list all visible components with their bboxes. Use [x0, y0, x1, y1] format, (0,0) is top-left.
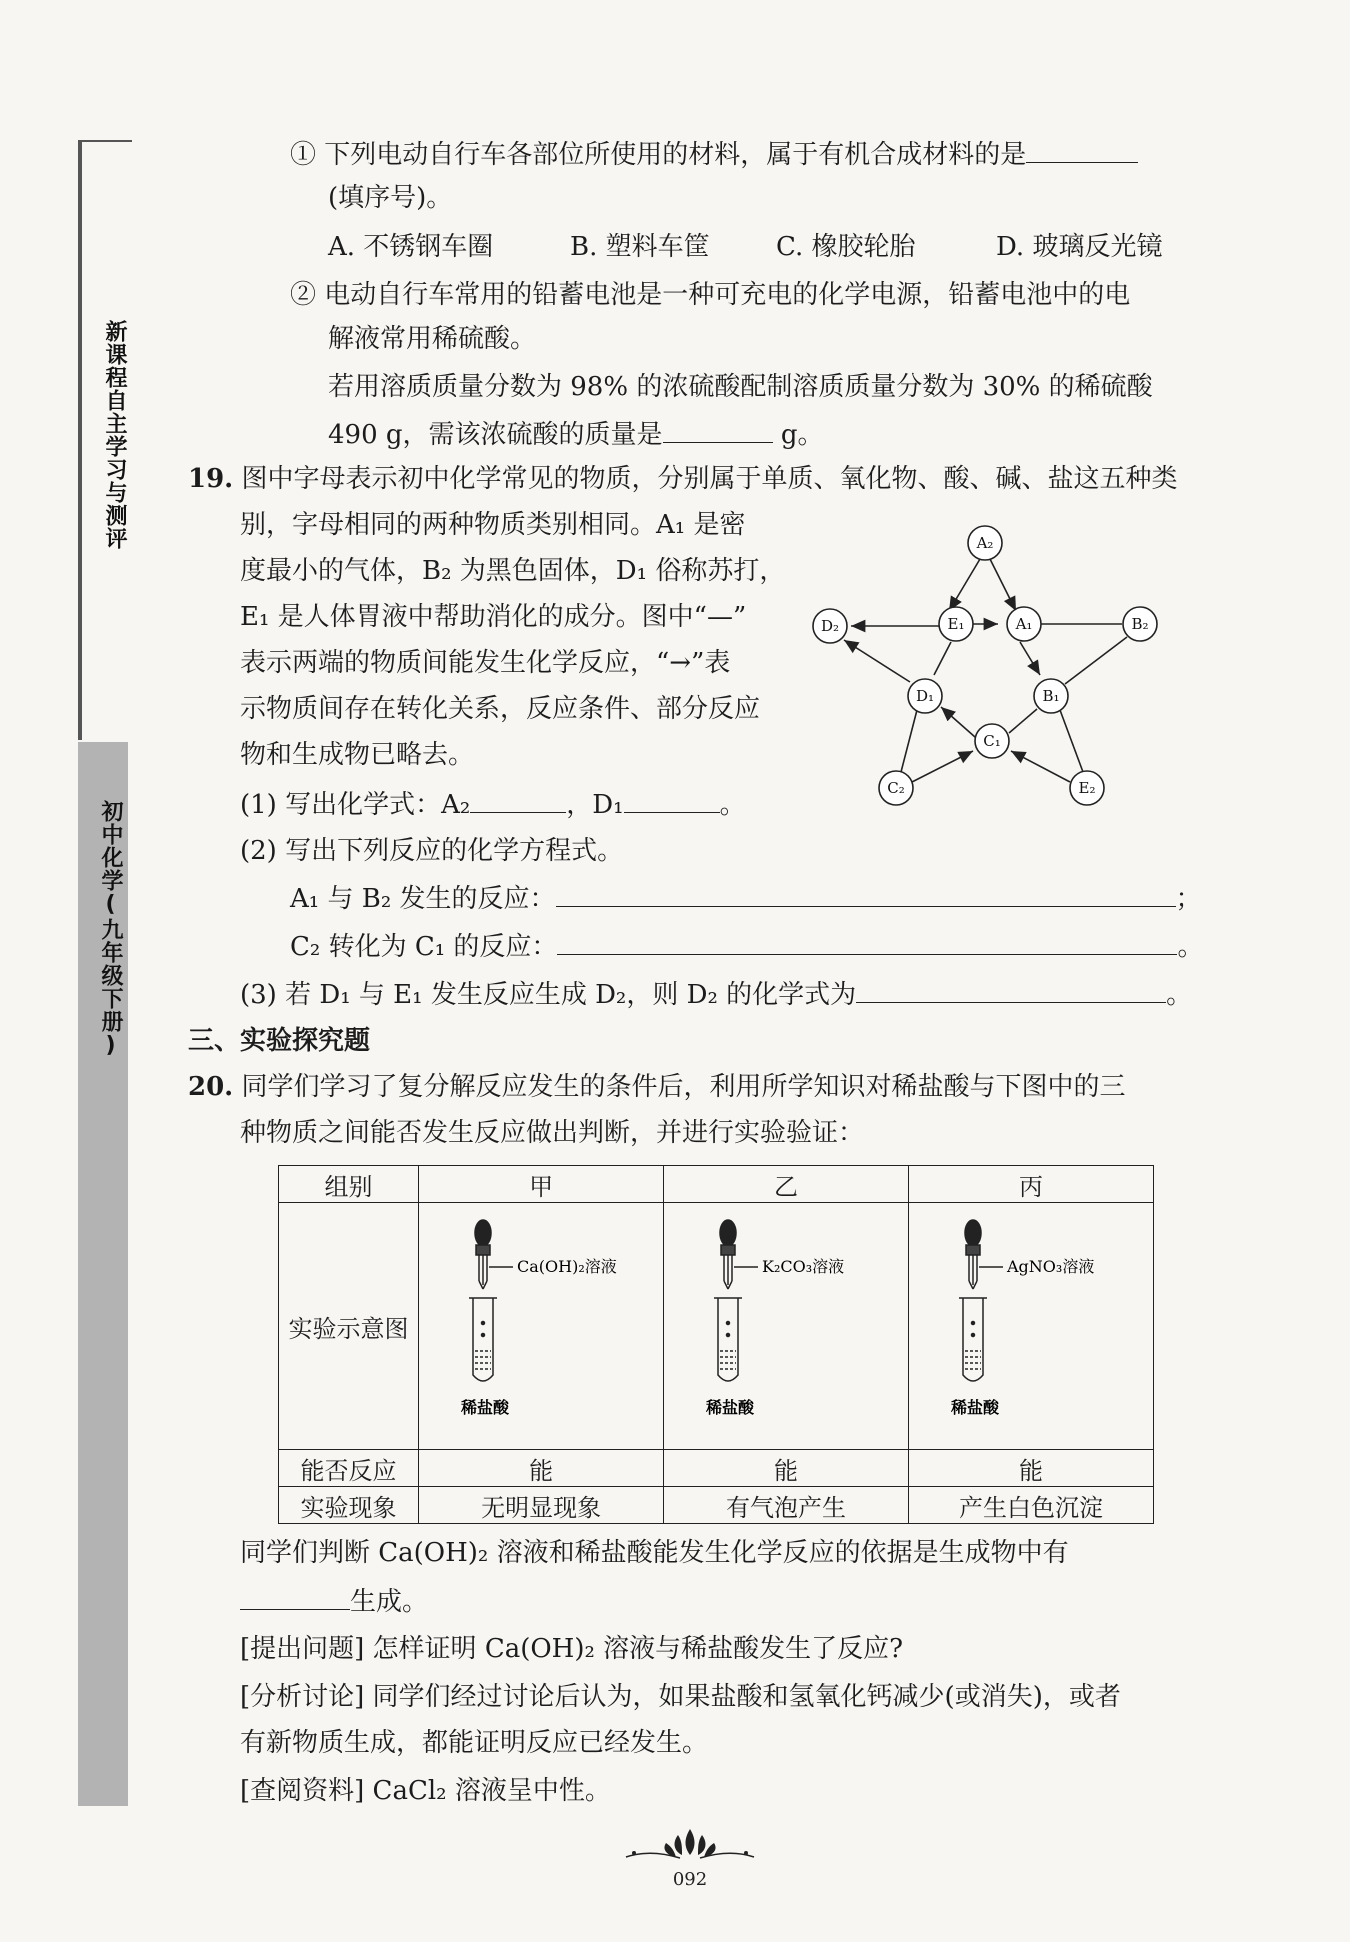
q19-stem-line3: 度最小的气体，B₂ 为黑色固体，D₁ 俗称苏打， — [240, 556, 786, 586]
q18-option-a: A. 不锈钢车圈 — [328, 232, 494, 262]
q20-stem-line1: 20. 同学们学习了复分解反应发生的条件后，利用所学知识对稀盐酸与下图中的三 — [188, 1072, 1126, 1102]
q18-part1-cont: (填序号)。 — [328, 183, 453, 213]
answer-blank[interactable] — [557, 928, 1177, 955]
answer-blank[interactable] — [470, 786, 566, 813]
table-cell: 能 — [664, 1450, 909, 1487]
answer-blank[interactable] — [663, 416, 773, 443]
table-cell: 有气泡产生 — [664, 1487, 909, 1524]
experiment-table — [278, 1165, 1154, 1524]
q19-stem-line2: 别，字母相同的两种物质类别相同。A₁ 是密 — [240, 510, 746, 540]
node-B2-label: B₂ — [1131, 615, 1149, 633]
q19-stem-line4: E₁ 是人体胃液中帮助消化的成分。图中“—” — [240, 602, 747, 632]
q20-stem-line2: 种物质之间能否发生反应做出判断，并进行实验验证： — [240, 1118, 865, 1148]
table-react-row — [279, 1450, 1154, 1487]
node-C2-label: C₂ — [887, 779, 905, 797]
q19-sub3: (3) 若 D₁ 与 E₁ 发生反应生成 D₂，则 D₂ 的化学式为 。 — [240, 976, 1192, 1012]
tube-label: 稀盐酸 — [951, 1398, 1000, 1417]
q19-sub2a: A₁ 与 B₂ 发生的反应： ； — [290, 880, 1202, 916]
reagent-label: Ca(OH)₂溶液 — [517, 1257, 617, 1276]
tube-label: 稀盐酸 — [706, 1398, 755, 1417]
table-diagram-row — [279, 1203, 1154, 1450]
q19-sub2b: C₂ 转化为 C₁ 的反应： 。 — [290, 928, 1203, 964]
tube-label: 稀盐酸 — [461, 1398, 510, 1417]
row-label: 实验现象 — [279, 1487, 419, 1524]
q19-stem-line6: 示物质间存在转化关系，反应条件、部分反应 — [240, 694, 761, 724]
table-cell: 能 — [419, 1450, 664, 1487]
table-cell: 能 — [909, 1450, 1154, 1487]
table-header-row — [279, 1166, 1154, 1203]
experiment-diagram-yi — [664, 1203, 909, 1450]
node-D1-label: D₁ — [915, 687, 935, 705]
question-number: 19. — [188, 464, 234, 494]
q18-part3-cont: 490 g，需该浓硫酸的质量是 g。 — [328, 416, 823, 452]
q18-part1: ① 下列电动自行车各部位所使用的材料，属于有机合成材料的是 — [290, 136, 1138, 172]
table-cell: 无明显现象 — [419, 1487, 664, 1524]
experiment-diagram-jia — [419, 1203, 664, 1450]
node-C1-label: C₁ — [983, 732, 1001, 750]
answer-blank[interactable] — [856, 976, 1166, 1003]
sidebar-bottom — [78, 742, 128, 1806]
header-cell: 乙 — [664, 1166, 909, 1203]
table-cell: 产生白色沉淀 — [909, 1487, 1154, 1524]
node-E2-label: E₂ — [1078, 779, 1096, 797]
page-footer — [620, 1825, 760, 1890]
row-label: 能否反应 — [279, 1450, 419, 1487]
reagent-label: AgNO₃溶液 — [1007, 1257, 1095, 1276]
q18-option-d: D. 玻璃反光镜 — [996, 232, 1163, 262]
node-A1-label: A₁ — [1015, 615, 1033, 633]
reagent-label: K₂CO₃溶液 — [762, 1257, 845, 1276]
sidebar-top — [78, 140, 132, 740]
question-number: 20. — [188, 1072, 234, 1102]
q20-discussion-cont: 有新物质生成，都能证明反应已经发生。 — [240, 1728, 709, 1758]
header-cell: 甲 — [419, 1166, 664, 1203]
answer-blank[interactable] — [556, 880, 1176, 907]
sidebar-book-title: 新课程自主学习与测评 — [102, 320, 127, 550]
node-A2-label: A₂ — [976, 534, 994, 552]
answer-blank[interactable] — [624, 786, 720, 813]
q18-part3: 若用溶质质量分数为 98% 的浓硫酸配制溶质质量分数为 30% 的稀硫酸 — [328, 372, 1153, 402]
header-cell: 丙 — [909, 1166, 1154, 1203]
node-D2-label: D₂ — [820, 617, 840, 635]
section-heading: 三、实验探究题 — [188, 1026, 371, 1056]
q19-stem-line5: 表示两端的物质间能发生化学反应，“→”表 — [240, 648, 731, 678]
answer-blank[interactable] — [240, 1583, 350, 1610]
q20-question: [提出问题] 怎样证明 Ca(OH)₂ 溶液与稀盐酸发生了反应? — [240, 1634, 904, 1664]
page-number: 092 — [672, 1869, 708, 1890]
q20-discussion: [分析讨论] 同学们经过讨论后认为，如果盐酸和氢氧化钙减少(或消失)，或者 — [240, 1682, 1121, 1712]
q20-reference: [查阅资料] CaCl₂ 溶液呈中性。 — [240, 1776, 611, 1806]
q18-part2: ② 电动自行车常用的铅蓄电池是一种可充电的化学电源，铅蓄电池中的电 — [290, 280, 1131, 310]
q19-stem-line1: 19. 图中字母表示初中化学常见的物质，分别属于单质、氧化物、酸、碱、盐这五种类 — [188, 464, 1178, 494]
answer-blank[interactable] — [1026, 136, 1138, 163]
row-label: 实验示意图 — [279, 1203, 419, 1450]
q18-option-c: C. 橡胶轮胎 — [776, 232, 916, 262]
sidebar-subject: 初中化学(九年级下册) — [98, 800, 123, 1059]
node-E1-label: E₁ — [947, 615, 965, 633]
q18-part2-cont: 解液常用稀硫酸。 — [328, 324, 537, 354]
dropper-tube-figure — [421, 1203, 661, 1443]
ornament-icon — [620, 1825, 760, 1865]
relation-diagram — [800, 520, 1170, 810]
q19-stem-line7: 物和生成物已略去。 — [240, 740, 475, 770]
q20-judgement: 同学们判断 Ca(OH)₂ 溶液和稀盐酸能发生化学反应的依据是生成物中有 — [240, 1538, 1069, 1568]
dropper-tube-figure — [666, 1203, 906, 1443]
header-cell: 组别 — [279, 1166, 419, 1203]
q18-option-b: B. 塑料车筐 — [570, 232, 710, 262]
q19-sub1: (1) 写出化学式：A₂ ，D₁ 。 — [240, 786, 746, 822]
node-B1-label: B₁ — [1042, 687, 1060, 705]
experiment-diagram-bing — [909, 1203, 1154, 1450]
dropper-tube-figure — [911, 1203, 1151, 1443]
q20-judgement-cont: 生成。 — [240, 1583, 428, 1619]
q19-sub2: (2) 写出下列反应的化学方程式。 — [240, 836, 624, 866]
table-phenomenon-row — [279, 1487, 1154, 1524]
